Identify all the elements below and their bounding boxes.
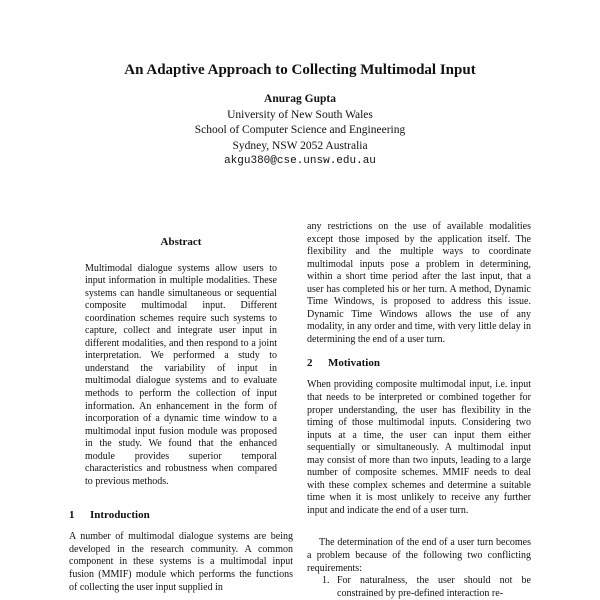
section-heading-introduction <box>69 508 293 522</box>
introduction-continued-paragraph: any restrictions on the use of available modalities except those imposed by the application itself. The flexibility and the multiple ways to coordinate multimodal inputs pose a problem in determining, within a short time period after the last input, that a user has completed his or her turn. A method, Dynamic Time Windows, is proposed to address this issue. Dynamic Time Windows allows the use of any modality, in any order and time, with very little delay in determining the end of a user turn. <box>307 221 531 345</box>
left-column <box>69 236 293 594</box>
motivation-paragraph-2: The determination of the end of a user turn becomes a problem because of the following two conflicting requirements: <box>307 537 531 574</box>
list-item-number: 1. <box>322 575 330 587</box>
section-number: 1 <box>69 509 75 522</box>
author-block <box>0 92 600 170</box>
abstract-text: Multimodal dialogue systems allow users to input information in multiple modalities. These systems can handle simultaneous or sequential composite multimodal input. Different coordination schemes require such systems to capture, collect and integrate user input in different modalities, and then respond to a joint interpretation. We performed a study to understand the variability of input in multimodal dialogue systems and to evaluate methods to perform the collection of input information. An enhancement in the form of incorporation of a dynamic time window to a multimodal input fusion module was proposed in the study. We found that the enhanced module provides superior temporal characteristics and robustness when compared to previous methods. <box>85 262 277 487</box>
list-item <box>307 575 531 600</box>
section-heading-motivation <box>307 356 531 370</box>
motivation-paragraph-1: When providing composite multimodal input, i.e. input that needs to be interpreted or combined together for proper understanding, the user has flexibility in the timing of those multimodal inputs. Considering two inputs at a time, the user can input them either sequentially or simultaneously. A multimodal input may consist of more than two inputs, leading to a large number of composite schemes. MMIF needs to deal with these complex schemes and determine a suitable time when it is most unlikely to receive any further input and indicate the end of a user turn. <box>307 379 531 516</box>
paper-title: An Adaptive Approach to Collecting Multimodal Input <box>124 62 476 78</box>
right-column <box>307 221 531 600</box>
section-number: 2 <box>307 357 313 370</box>
list-item-text: For naturalness, the user should not be constrained by pre-defined interaction re- <box>337 575 531 599</box>
abstract-heading: Abstract <box>160 236 202 248</box>
affiliation-university: University of New South Wales <box>227 108 373 121</box>
introduction-paragraph: A number of multimodal dialogue systems are being developed in the research community. A common component in these systems is a multimodal input fusion (MMIF) module which performs the functions of collecting the user input supplied in <box>69 531 293 593</box>
author-name: Anurag Gupta <box>264 93 336 105</box>
section-title: Motivation <box>328 357 380 370</box>
affiliation-address: Sydney, NSW 2052 Australia <box>232 139 368 152</box>
section-title: Introduction <box>90 509 150 522</box>
author-email[interactable]: akgu380@cse.unsw.edu.au <box>224 155 376 167</box>
abstract-body <box>69 263 293 489</box>
affiliation-school: School of Computer Science and Engineering <box>194 124 406 136</box>
